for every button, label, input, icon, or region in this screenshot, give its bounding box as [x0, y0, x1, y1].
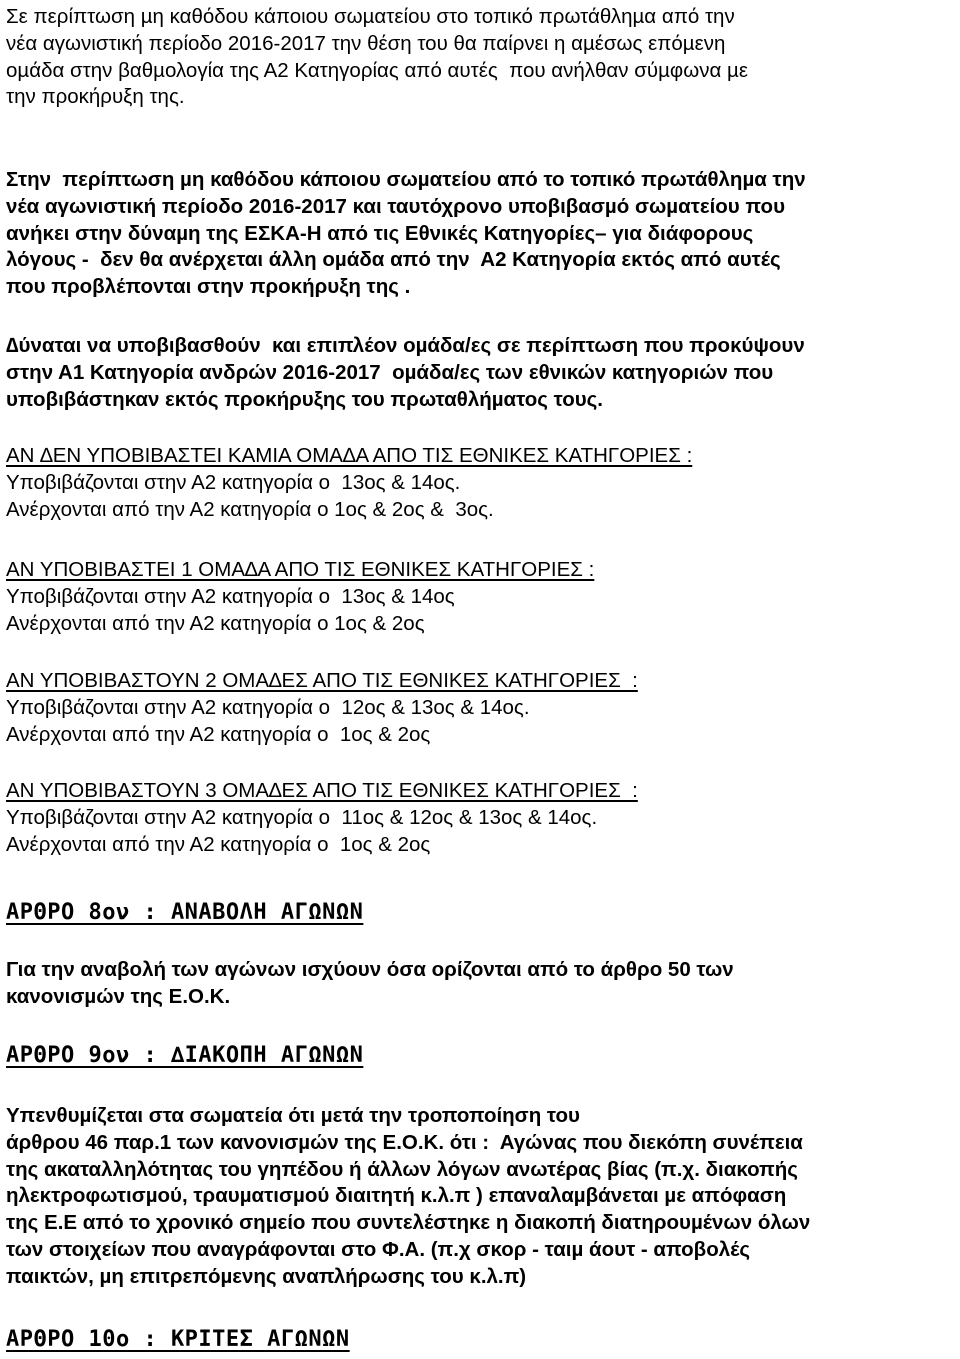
paragraph-relegation-national — [6, 167, 954, 301]
relegated-line: Υποβιβάζονται στην Α2 κατηγορία ο 12ος & 13ος & 14ος. — [6, 695, 530, 719]
text-line: υποβιβάστηκαν εκτός προκήρυξης του πρωταθλήµατος τους. — [6, 387, 604, 411]
text-line: των στοιχείων που αναγράφονται στο Φ.Α. (π.χ σκορ - ταιµ άουτ - αποβολές — [6, 1237, 751, 1261]
text-line: ανήκει στην δύναµη της ΕΣΚΑ-Η από τις Εθνικές Κατηγορίες– για διάφορους — [6, 221, 754, 245]
text-line: νέα αγωνιστική περίοδο 2016-2017 και ταυτόχρονο υποβιβασµό σωµατείου που — [6, 194, 786, 218]
case-heading: ΑΝ ΥΠΟΒΙΒΑΣΤΕΙ 1 ΟΜΑ∆Α ΑΠΟ ΤΙΣ ΕΘΝΙΚΕΣ ΚΑΤΗΓΟΡΙΕΣ : — [6, 558, 595, 581]
relegated-line: Υποβιβάζονται στην Α2 κατηγορία ο 11ος & 12ος & 13ος & 14ος. — [6, 805, 598, 829]
text-line: στην Α1 Κατηγορία ανδρών 2016-2017 οµάδα/ες των εθνικών κατηγοριών που — [6, 360, 774, 384]
text-line: Στην περίπτωση µη καθόδου κάποιου σωµατείου από το τοπικό πρωτάθληµα την — [6, 168, 806, 191]
case-no-relegation — [6, 443, 954, 523]
article-10-title-block — [6, 1327, 954, 1354]
article-9-body — [6, 1103, 954, 1291]
case-three-relegations — [6, 778, 954, 858]
article-9-title-block — [6, 1043, 954, 1070]
promoted-line: Ανέρχονται από την Α2 κατηγορία ο 1ος & 2ος & 3ος. — [6, 497, 494, 521]
article-8-title-block — [6, 900, 954, 927]
article-8-title: ΑΡΘΡΟ 8ον : ΑΝΑΒΟΛΗ ΑΓΩΝΩΝ — [6, 900, 364, 925]
article-8-body — [6, 957, 954, 1011]
promoted-line: Ανέρχονται από την Α2 κατηγορία ο 1ος & 2ος — [6, 722, 431, 746]
text-line: κανονισµών της Ε.Ο.Κ. — [6, 984, 231, 1008]
case-one-relegation — [6, 557, 954, 637]
case-heading: ΑΝ ∆ΕΝ ΥΠΟΒΙΒΑΣΤΕΙ ΚΑΜΙΑ ΟΜΑ∆Α ΑΠΟ ΤΙΣ ΕΘΝΙΚΕΣ ΚΑΤΗΓΟΡΙΕΣ : — [6, 444, 693, 467]
text-line: Υπενθυµίζεται στα σωµατεία ότι µετά την τροποποίηση του — [6, 1104, 580, 1127]
paragraph-no-relegation-local — [6, 4, 954, 111]
text-line: Σε περίπτωση µη καθόδου κάποιου σωµατείου στο τοπικό πρωτάθληµα από την — [6, 5, 735, 28]
text-line: την προκήρυξη της. — [6, 85, 185, 109]
text-line: ∆ύναται να υποβιβασθούν και επιπλέον οµάδα/ες σε περίπτωση που προκύψουν — [6, 334, 805, 357]
text-line: Για την αναβολή των αγώνων ισχύουν όσα ορίζονται από το άρθρο 50 των — [6, 958, 734, 981]
text-line: άρθρου 46 παρ.1 των κανονισµών της Ε.Ο.Κ. ότι : Αγώνας που διεκόπη συνέπεια — [6, 1130, 803, 1154]
paragraph-additional-relegation — [6, 333, 954, 413]
text-line: ηλεκτροφωτισµού, τραυµατισµού διαιτητή κ.λ.π ) επαναλαµβάνεται µε απόφαση — [6, 1184, 787, 1208]
article-10-title: ΑΡΘΡΟ 10ο : ΚΡΙΤΕΣ ΑΓΩΝΩΝ — [6, 1327, 350, 1352]
article-9-title: ΑΡΘΡΟ 9ον : ∆ΙΑΚΟΠΗ ΑΓΩΝΩΝ — [6, 1043, 364, 1068]
text-line: της Ε.Ε από το χρονικό σηµείο που συντελέστηκε η διακοπή διατηρουµένων όλων — [6, 1211, 811, 1235]
promoted-line: Ανέρχονται από την Α2 κατηγορία ο 1ος & 2ος — [6, 611, 425, 635]
text-line: οµάδα στην βαθµολογία της Α2 Κατηγορίας από αυτές που ανήλθαν σύµφωνα µε — [6, 58, 748, 82]
text-line: παικτών, µη επιτρεπόµενης αναπλήρωσης του κ.λ.π) — [6, 1264, 527, 1288]
relegated-line: Υποβιβάζονται στην Α2 κατηγορία ο 13ος & 14ος — [6, 584, 455, 608]
case-heading: ΑΝ ΥΠΟΒΙΒΑΣΤΟΥΝ 2 ΟΜΑ∆ΕΣ ΑΠΟ ΤΙΣ ΕΘΝΙΚΕΣ ΚΑΤΗΓΟΡΙΕΣ : — [6, 669, 638, 692]
relegated-line: Υποβιβάζονται στην Α2 κατηγορία ο 13ος & 14ος. — [6, 470, 461, 494]
text-line: νέα αγωνιστική περίοδο 2016-2017 την θέση του θα παίρνει η αµέσως επόµενη — [6, 31, 726, 55]
case-heading: ΑΝ ΥΠΟΒΙΒΑΣΤΟΥΝ 3 ΟΜΑ∆ΕΣ ΑΠΟ ΤΙΣ ΕΘΝΙΚΕΣ ΚΑΤΗΓΟΡΙΕΣ : — [6, 779, 638, 802]
text-line: της ακαταλληλότητας του γηπέδου ή άλλων λόγων ανωτέρας βίας (π.χ. διακοπής — [6, 1157, 798, 1181]
promoted-line: Ανέρχονται από την Α2 κατηγορία ο 1ος & 2ος — [6, 832, 431, 856]
case-two-relegations — [6, 668, 954, 748]
text-line: λόγους - δεν θα ανέρχεται άλλη οµάδα από την Α2 Κατηγορία εκτός από αυτές — [6, 248, 781, 272]
text-line: που προβλέπονται στην προκήρυξη της . — [6, 275, 411, 299]
